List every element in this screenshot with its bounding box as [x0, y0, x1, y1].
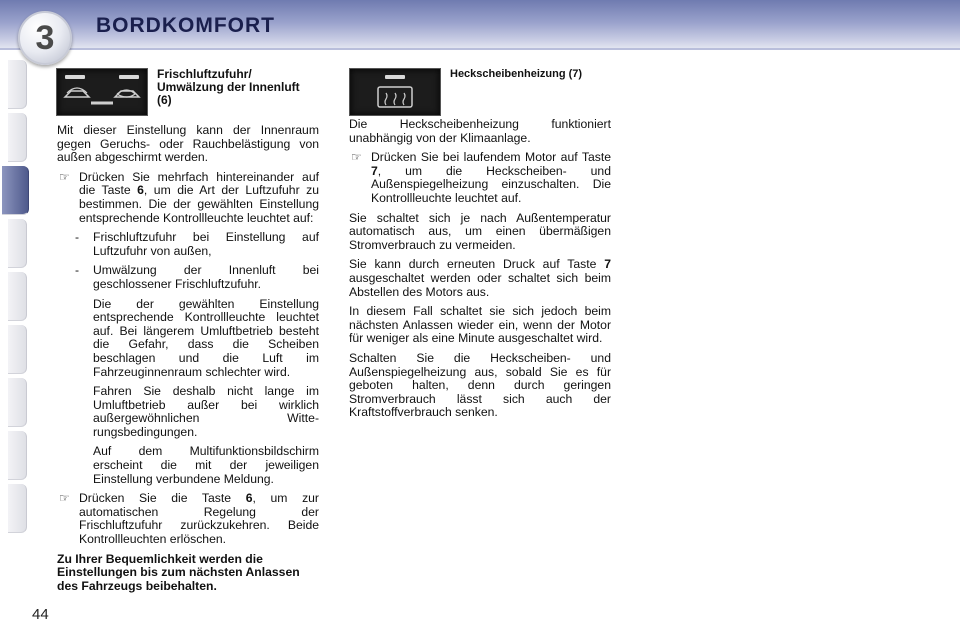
recirculation-button-icon: [57, 69, 147, 115]
side-tab-2[interactable]: [8, 113, 27, 162]
left-column: [57, 124, 319, 599]
right-column: [349, 118, 611, 426]
page-number: 44: [32, 606, 49, 623]
chapter-number: 3: [35, 18, 55, 57]
rear-heater-bullet: ☞ Drücken Sie bei laufendem Motor auf Taste 7, um die Heckscheiben- und Außenspiegelheizung einzuschalten. Die Kontrollleuchte leuchtet auf.: [351, 150, 611, 205]
rear-window-heater-photo: [349, 68, 441, 116]
chapter-badge: [18, 11, 72, 65]
side-tab-8[interactable]: [8, 431, 27, 480]
side-tab-6[interactable]: [8, 325, 27, 374]
rear-heater-heading: Heckscheibenheizung (7): [450, 68, 583, 80]
pointing-hand-icon: ☞: [351, 150, 362, 165]
side-tab-1[interactable]: [8, 60, 27, 109]
recirculation-heading: Frischluftzufuhr/ Umwälzung der Innenluft (6): [157, 67, 300, 107]
recirculation-bullet-2: ☞ Drücken Sie die Taste 6, um zur automatischen Regelung der Frischluftzufuhr zurückzukehren. Beide Kontrollleuchten erlöschen.: [59, 491, 319, 547]
side-tab-3-active[interactable]: [2, 166, 29, 215]
rear-heater-para-1: Sie schaltet sich je nach Außentemperatur automatisch aus, um einen übermäßigen Stromverbrauch zu vermeiden.: [349, 210, 611, 252]
recirculation-para-b: Fahren Sie deshalb nicht lange im Umluftbetrieb außer bei wirklich außergewöhnlichen Witterungsbedingungen.: [93, 384, 319, 439]
recirculation-dash-2: - Umwälzung der Innenluft bei geschlossener Frischluftzufuhr.: [75, 263, 319, 291]
side-tab-5[interactable]: [8, 272, 27, 321]
side-tab-7[interactable]: [8, 378, 27, 427]
recirculation-closing-note: Zu Ihrer Bequemlichkeit werden die Einstellungen bis zum nächsten Anlassen des Fahrzeugs beibehalten.: [57, 551, 300, 593]
rear-heater-para-3: In diesem Fall schaltet sie sich jedoch beim nächsten Anlassen wieder ein, wenn der Motor für weniger als eine Minute ausgeschaltet wird.: [349, 304, 611, 346]
pointing-hand-icon: ☞: [59, 169, 70, 184]
rear-heater-intro: Die Heckscheibenheizung funktioniert unabhängig von der Klimaanlage.: [349, 117, 611, 145]
rear-heater-para-2: Sie kann durch erneuten Druck auf Taste 7 ausgeschaltet werden oder schaltet sich beim Abstellen des Motors aus.: [349, 257, 611, 299]
header-divider: [0, 48, 960, 50]
recirculation-para-c: Auf dem Multifunktionsbildschirm erscheint die mit der jeweiligen Einstellung verbundene Meldung.: [93, 444, 319, 486]
side-tab-4[interactable]: [8, 219, 27, 268]
rear-window-heater-icon: [350, 69, 440, 115]
recirculation-bullet-1: ☞ Drücken Sie mehrfach hintereinander auf die Taste 6, um die Art der Luftzufuhr zu bestimmen. Die der gewählten Einstellung entsprechende Kontrollleuchte leuchtet auf:: [59, 169, 319, 225]
recirculation-intro: Mit dieser Einstellung kann der Innenraum gegen Geruchs- oder Rauchbelästigung von außen abgeschirmt werden.: [57, 123, 319, 165]
recirculation-button-photo: [56, 68, 148, 116]
side-tab-9[interactable]: [8, 484, 27, 533]
rear-heater-para-4: Schalten Sie die Heckscheiben- und Außenspiegelheizung aus, sobald Sie es für geboten halten, denn durch geringen Stromverbrauch lässt sich auch der Kraftstoffverbrauch senken.: [349, 350, 611, 420]
chapter-side-tabs: [0, 60, 30, 570]
chapter-title: BORDKOMFORT: [96, 14, 275, 37]
pointing-hand-icon: ☞: [59, 491, 70, 506]
recirculation-dash-1: - Frischluftzufuhr bei Einstellung auf Luftzufuhr von außen,: [75, 230, 319, 258]
recirculation-para-a: Die der gewählten Einstellung entsprechende Kontrollleuchte leuchtet auf. Bei längerem Umluftbetrieb besteht die Gefahr, dass die Scheiben beschlagen und die Luft im Fahrzeuginnenraum schlechter wird.: [93, 296, 319, 379]
